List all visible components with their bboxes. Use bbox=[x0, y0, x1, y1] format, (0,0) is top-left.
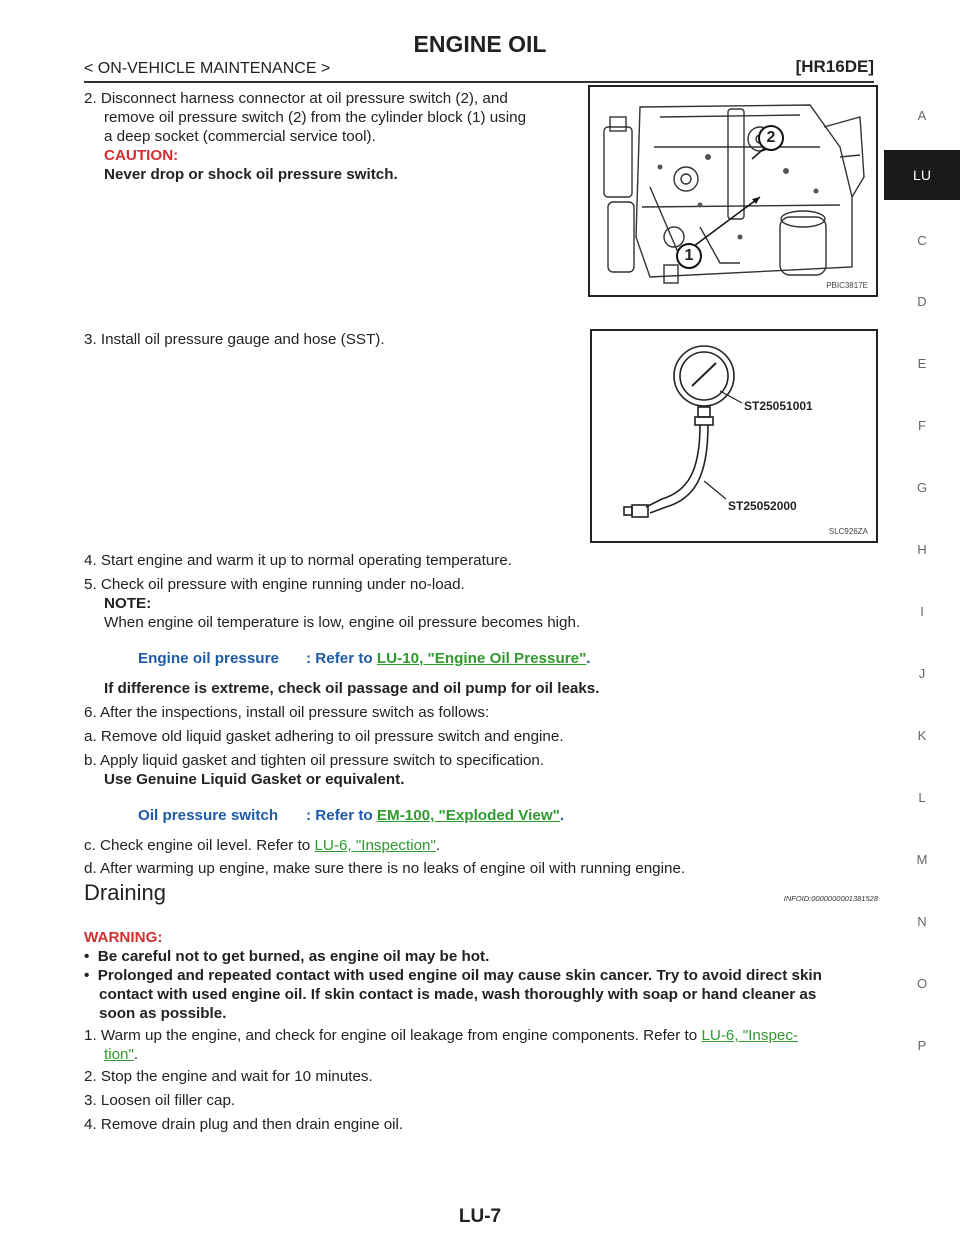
section-label: < ON-VEHICLE MAINTENANCE > bbox=[84, 60, 331, 77]
index-letter-k[interactable]: K bbox=[917, 728, 927, 743]
draining-heading: Draining bbox=[84, 880, 166, 905]
step-d: d. After warming up engine, make sure there is no leaks of engine oil with running engine. bbox=[84, 860, 686, 877]
callout-1: 1 bbox=[676, 243, 702, 269]
spec-oil-pressure-switch-ref: : Refer to EM-100, "Exploded View". bbox=[306, 807, 565, 824]
link-inspection-2[interactable]: LU-6, "Inspec- bbox=[701, 1027, 798, 1044]
step-4: 4. Start engine and warm it up to normal operating temperature. bbox=[84, 552, 513, 569]
index-letter-c[interactable]: C bbox=[917, 233, 927, 248]
warning-item-2-line-1: • Prolonged and repeated contact with used engine oil may cause skin cancer. Try to avoid direct skin bbox=[84, 967, 822, 984]
page-title: ENGINE OIL bbox=[413, 31, 547, 57]
index-letter-g[interactable]: G bbox=[916, 480, 928, 495]
caution-text: Never drop or shock oil pressure switch. bbox=[104, 166, 398, 183]
drain-step-3: 3. Loosen oil filler cap. bbox=[84, 1092, 236, 1109]
index-letter-d[interactable]: D bbox=[917, 294, 927, 309]
index-letter-l[interactable]: L bbox=[918, 790, 926, 805]
figure-oil-pressure-gauge bbox=[590, 329, 878, 543]
step-5: 5. Check oil pressure with engine running under no-load. bbox=[84, 576, 465, 593]
section-index bbox=[884, 0, 960, 1242]
drain-step-1-cont: tion". bbox=[104, 1046, 139, 1063]
step-b-bold: Use Genuine Liquid Gasket or equivalent. bbox=[104, 771, 405, 788]
warning-label: WARNING: bbox=[84, 929, 163, 946]
page-number: LU-7 bbox=[458, 1206, 502, 1227]
step-2-line-2: remove oil pressure switch (2) from the cylinder block (1) using bbox=[104, 109, 527, 126]
link-engine-oil-pressure[interactable]: LU-10, "Engine Oil Pressure" bbox=[376, 650, 587, 667]
link-inspection[interactable]: LU-6, "Inspection" bbox=[314, 837, 436, 854]
warning-item-2-line-2: contact with used engine oil. If skin contact is made, wash thoroughly with soap or hand cleaner as bbox=[99, 986, 817, 1003]
step-6: 6. After the inspections, install oil pressure switch as follows: bbox=[84, 704, 490, 721]
link-exploded-view[interactable]: EM-100, "Exploded View" bbox=[376, 807, 560, 824]
warning-item-2-line-3: soon as possible. bbox=[99, 1005, 227, 1022]
index-letter-o[interactable]: O bbox=[916, 976, 928, 991]
tool-label-hose: ST25052000 bbox=[728, 499, 797, 513]
figure-code: SLC926ZA bbox=[828, 527, 868, 536]
index-letter-i[interactable]: I bbox=[920, 604, 924, 619]
spec-oil-pressure-switch-label: Oil pressure switch bbox=[138, 807, 279, 824]
index-letter-m[interactable]: M bbox=[916, 852, 928, 867]
header-rule bbox=[84, 81, 874, 83]
link-inspection-2-cont[interactable]: tion" bbox=[104, 1046, 134, 1063]
step-2-line-1: 2. Disconnect harness connector at oil pressure switch (2), and bbox=[84, 90, 508, 107]
note-text: When engine oil temperature is low, engine oil pressure becomes high. bbox=[104, 614, 581, 631]
step-3: 3. Install oil pressure gauge and hose (SST). bbox=[84, 331, 385, 348]
tool-label-gauge: ST25051001 bbox=[744, 399, 813, 413]
note-label: NOTE: bbox=[104, 595, 152, 612]
caution-label: CAUTION: bbox=[104, 147, 179, 164]
figure-code: PBIC3817E bbox=[826, 281, 868, 290]
info-id: INFOID:0000000001381528 bbox=[783, 894, 878, 903]
step-b: b. Apply liquid gasket and tighten oil pressure switch to specification. bbox=[84, 752, 545, 769]
step-2-line-3: a deep socket (commercial service tool). bbox=[104, 128, 376, 145]
callout-2: 2 bbox=[758, 125, 784, 151]
step-c: c. Check engine oil level. Refer to LU-6, "Inspection". bbox=[84, 837, 441, 854]
engine-block-illustration bbox=[590, 87, 876, 295]
extreme-text: If difference is extreme, check oil passage and oil pump for oil leaks. bbox=[104, 680, 600, 697]
index-letter-j[interactable]: J bbox=[918, 666, 926, 681]
index-tab-active[interactable]: LU bbox=[884, 150, 960, 200]
drain-step-4: 4. Remove drain plug and then drain engine oil. bbox=[84, 1116, 404, 1133]
index-letter-p[interactable]: P bbox=[917, 1038, 927, 1053]
index-letter-f[interactable]: F bbox=[918, 418, 926, 433]
index-letter-n[interactable]: N bbox=[917, 914, 927, 929]
drain-step-1: 1. Warm up the engine, and check for engine oil leakage from engine components. Refer to LU-6, "Inspec- bbox=[84, 1027, 798, 1044]
spec-engine-oil-pressure-ref: : Refer to LU-10, "Engine Oil Pressure". bbox=[306, 650, 591, 667]
index-letter-a[interactable]: A bbox=[917, 108, 927, 123]
warning-item-1: • Be careful not to get burned, as engine oil may be hot. bbox=[84, 948, 490, 965]
model-label: [HR16DE] bbox=[795, 57, 874, 76]
step-a: a. Remove old liquid gasket adhering to oil pressure switch and engine. bbox=[84, 728, 564, 745]
index-letter-h[interactable]: H bbox=[917, 542, 927, 557]
figure-oil-pressure-switch bbox=[588, 85, 878, 297]
index-letter-e[interactable]: E bbox=[917, 356, 927, 371]
spec-engine-oil-pressure-label: Engine oil pressure bbox=[138, 650, 279, 667]
drain-step-2: 2. Stop the engine and wait for 10 minutes. bbox=[84, 1068, 373, 1085]
